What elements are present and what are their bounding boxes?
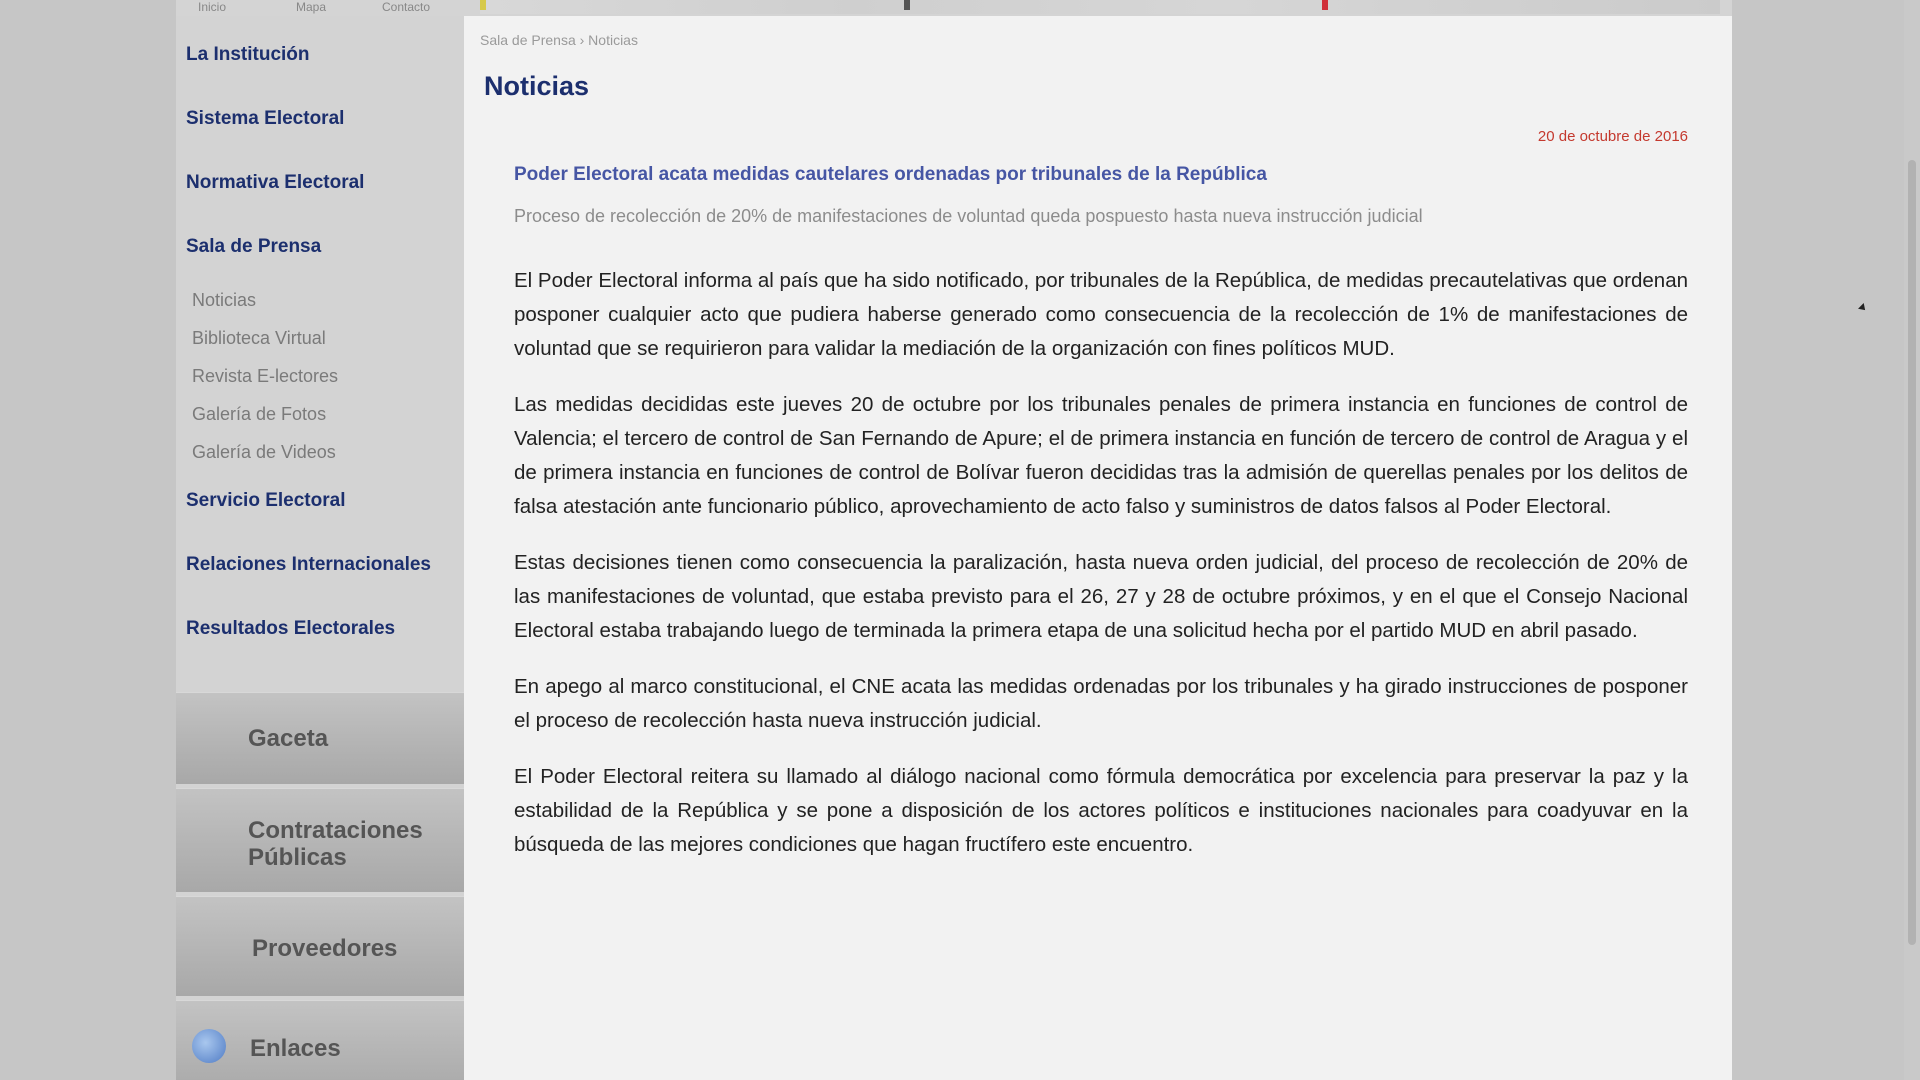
- gaceta-label: Gaceta: [248, 725, 329, 752]
- mouse-cursor-icon: [1858, 303, 1868, 313]
- sidebar-item-institucion[interactable]: La Institución: [186, 44, 310, 65]
- gaceta-button[interactable]: [176, 692, 464, 784]
- article-subheadline: Proceso de recolección de 20% de manifestaciones de voluntad queda pospuesto hasta nueva instrucción judicial: [514, 206, 1423, 226]
- sidebar-subitem-biblioteca[interactable]: Biblioteca Virtual: [192, 328, 326, 348]
- top-nav-inicio[interactable]: Inicio: [198, 0, 227, 14]
- sidebar-subitem-fotos[interactable]: Galería de Fotos: [192, 404, 327, 424]
- article-body: [514, 264, 1688, 884]
- article-paragraph: Estas decisiones tienen como consecuencia la paralización, hasta nueva orden judicial, del proceso de recolección de 20% de las manifestaciones de voluntad, que estaba previsto para el 26, 27 y 28 de octubre próximos, y en el que el Consejo Nacional Electoral estaba trabajando luego de terminada la primera etapa de una solicitud hecha por el partido MUD en abril pasado.: [514, 551, 1688, 642]
- enlaces-label: Enlaces: [250, 1035, 341, 1062]
- article-paragraph: Las medidas decididas este jueves 20 de octubre por los tribunales penales de primera instancia en funciones de control de Valencia; el tercero de control de San Fernando de Apure; el de primera instancia en función de tercero de control de Aragua y el de primera instancia en funciones de control de Bolívar fueron decididas tras la admisión de querellas penales por los delitos de falsa atestación ante funcionario público, aprovechamiento de acto falso y suministros de datos falsos al Poder Electoral.: [514, 393, 1688, 518]
- article-date: 20 de octubre de 2016: [1537, 128, 1688, 145]
- proveedores-label: Proveedores: [252, 935, 398, 962]
- sidebar-item-servicio-electoral[interactable]: Servicio Electoral: [186, 490, 346, 511]
- sidebar-subitem-videos[interactable]: Galería de Videos: [192, 442, 336, 462]
- header-banner: [480, 0, 1720, 14]
- contrataciones-publicas-button[interactable]: [176, 788, 464, 892]
- sidebar-item-sala-de-prensa[interactable]: Sala de Prensa: [186, 236, 322, 257]
- sidebar-item-sistema-electoral[interactable]: Sistema Electoral: [186, 108, 345, 129]
- contrataciones-publicas-label: Contrataciones Públicas: [248, 817, 423, 871]
- scrollbar-thumb[interactable]: [1908, 160, 1916, 945]
- sidebar: [176, 16, 464, 1080]
- article-headline[interactable]: Poder Electoral acata medidas cautelares ordenadas por tribunales de la República: [514, 164, 1267, 185]
- sidebar-subitem-revista[interactable]: Revista E-lectores: [192, 366, 339, 386]
- article-paragraph: El Poder Electoral reitera su llamado al diálogo nacional como fórmula democrática por excelencia para preservar la paz y la estabilidad de la República y se pone a disposición de los actores políticos e instituciones nacionales para coadyuvar en la búsqueda de las mejores condiciones que hagan fructífero este encuentro.: [514, 765, 1688, 856]
- article-paragraph: En apego al marco constitucional, el CNE acata las medidas ordenadas por los tribunales y ha girado instrucciones de posponer el proceso de recolección hasta nueva instrucción judicial.: [514, 675, 1688, 732]
- article-paragraph: El Poder Electoral informa al país que ha sido notificado, por tribunales de la República, de medidas precautelativas que ordenan posponer cualquier acto que pudiera haberse generado como consecuencia de la recolección de 1% de manifestaciones de voluntad que se requirieron para validar la mediación de la organización con fines políticos MUD.: [514, 269, 1688, 360]
- proveedores-button[interactable]: [176, 896, 464, 996]
- globe-icon: [192, 1029, 226, 1063]
- top-nav-contacto[interactable]: Contacto: [382, 0, 431, 14]
- sidebar-item-relaciones-internacionales[interactable]: Relaciones Internacionales: [186, 554, 431, 575]
- page-title: Noticias: [484, 71, 590, 101]
- sidebar-subitem-noticias[interactable]: Noticias: [192, 290, 257, 310]
- sidebar-item-resultados-electorales[interactable]: Resultados Electorales: [186, 618, 396, 639]
- breadcrumb[interactable]: Sala de Prensa › Noticias: [480, 32, 638, 48]
- sidebar-item-normativa-electoral[interactable]: Normativa Electoral: [186, 172, 365, 193]
- page-scrollbar[interactable]: [1904, 0, 1920, 1080]
- top-nav-mapa[interactable]: Mapa: [296, 0, 327, 14]
- main-content: [464, 16, 1732, 1080]
- enlaces-button[interactable]: [176, 1000, 464, 1080]
